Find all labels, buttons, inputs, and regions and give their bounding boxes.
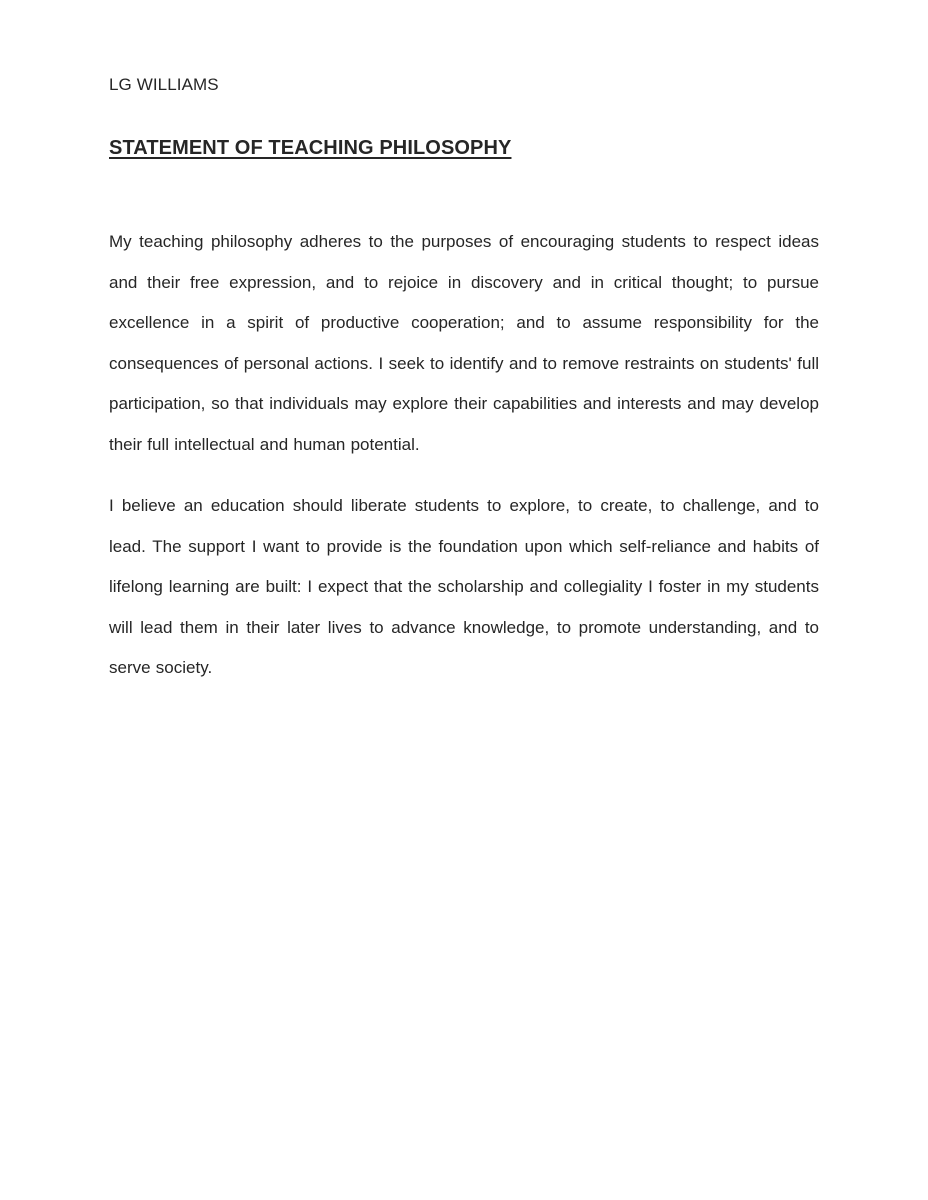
document-content — [109, 72, 819, 689]
author-name: LG WILLIAMS — [109, 75, 219, 94]
document-title: STATEMENT OF TEACHING PHILOSOPHY — [109, 137, 512, 159]
paragraph-1: My teaching philosophy adheres to the purposes of encouraging students to respect ideas and their free expression, and to rejoice in discovery and in critical thought; to pursue excellence in a spirit of productive cooperation; and to assume responsibility for the consequences of personal actions. I seek to identify and to remove restraints on students' full participation, so that individuals may explore their capabilities and interests and may develop their full intellectual and human potential. — [109, 232, 819, 454]
paragraph-2: I believe an education should liberate students to explore, to create, to challenge, and to lead. The support I want to provide is the foundation upon which self-reliance and habits of lifelong learning are built: I expect that the scholarship and collegiality I foster in my students will lead them in their later lives to advance knowledge, to promote understanding, and to serve society. — [109, 496, 819, 677]
